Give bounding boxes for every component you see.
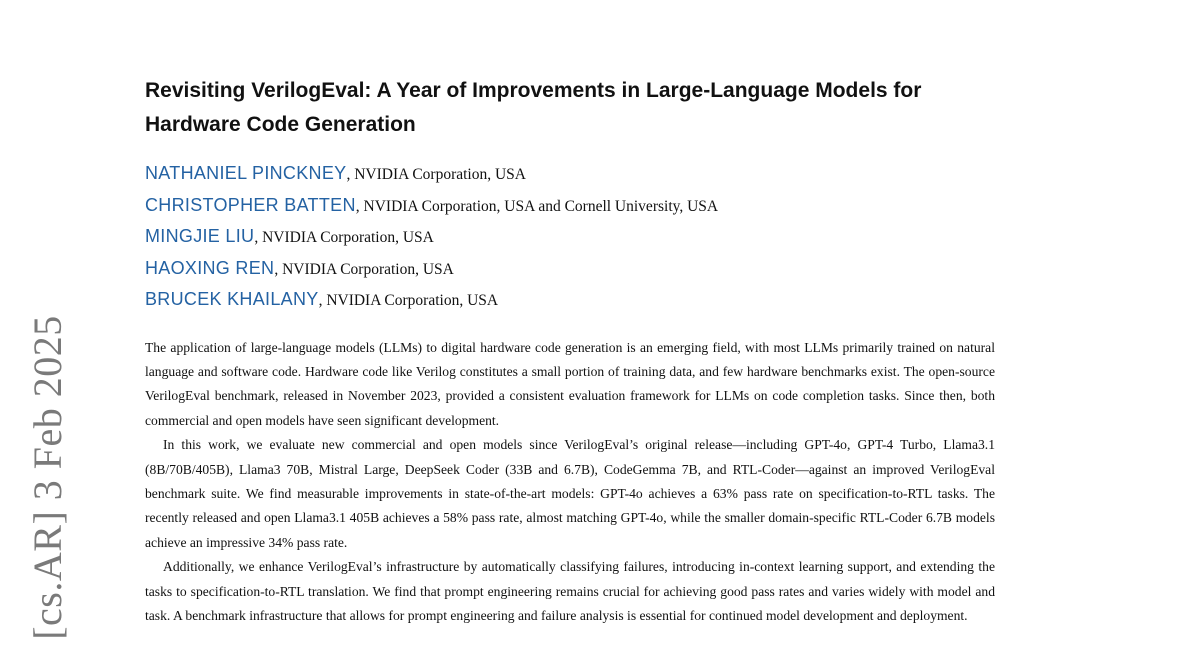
author-affiliation: , NVIDIA Corporation, USA and Cornell University, USA [355, 197, 719, 215]
author-affiliation: , NVIDIA Corporation, USA [318, 292, 499, 309]
abstract-paragraph: The application of large-language models (LLMs) to digital hardware code generation is an emerging field, with most LLMs primarily trained on natural language and software code. Hardware code like Verilog constitutes a small portion of training data, and few hardware benchmarks exist. The open-source VerilogEval benchmark, released in November 2023, provided a consistent evaluation framework for LLMs on code completion tasks. Since then, both commercial and open models have seen significant development. [145, 339, 995, 428]
author-name-link[interactable]: MINGJIE LIU [145, 226, 255, 246]
author-list [145, 158, 995, 316]
paper-title: Revisiting VerilogEval: A Year of Improvements in Large-Language Models for Hardware Code Generation [145, 79, 922, 136]
paper-first-page [145, 74, 995, 628]
author-entry [145, 284, 995, 316]
author-name-link[interactable]: NATHANIEL PINCKNEY [145, 163, 347, 183]
author-entry [145, 190, 995, 222]
abstract-paragraph: In this work, we evaluate new commercial and open models since VerilogEval’s original release—including GPT-4o, GPT-4 Turbo, Llama3.1 (8B/70B/405B), Llama3 70B, Mistral Large, DeepSeek Coder (33B and 6.7B), CodeGemma 7B, and RTL-Coder—against an improved VerilogEval benchmark suite. We find measurable improvements in state-of-the-art models: GPT-4o achieves a 63% pass rate on specification-to-RTL tasks. The recently released and open Llama3.1 405B achieves a 58% pass rate, almost matching GPT-4o, while the smaller domain-specific RTL-Coder 6.7B models achieve an impressive 34% pass rate. [145, 437, 995, 550]
author-name-link[interactable]: BRUCEK KHAILANY [145, 289, 319, 309]
author-name-link[interactable]: HAOXING REN [145, 257, 275, 278]
author-affiliation: , NVIDIA Corporation, USA [254, 229, 434, 246]
author-entry [145, 158, 995, 190]
author-affiliation: , NVIDIA Corporation, USA [346, 166, 526, 183]
author-affiliation: , NVIDIA Corporation, USA [274, 260, 454, 278]
abstract [145, 336, 995, 629]
abstract-paragraph: Additionally, we enhance VerilogEval’s infrastructure by automatically classifying failures, introducing in-context learning support, and extending the tasks to specification-to-RTL translation. We find that prompt engineering remains crucial for achieving good pass rates and varies widely with model and task. A benchmark infrastructure that allows for prompt engineering and failure analysis is essential for continued model development and deployment. [145, 559, 995, 623]
arxiv-stamp-text: [cs.AR] 3 Feb 2025 [24, 314, 70, 640]
author-entry [145, 221, 995, 253]
author-name-link[interactable]: CHRISTOPHER BATTEN [145, 194, 356, 215]
author-entry [145, 253, 995, 285]
arxiv-stamp [22, 314, 72, 640]
